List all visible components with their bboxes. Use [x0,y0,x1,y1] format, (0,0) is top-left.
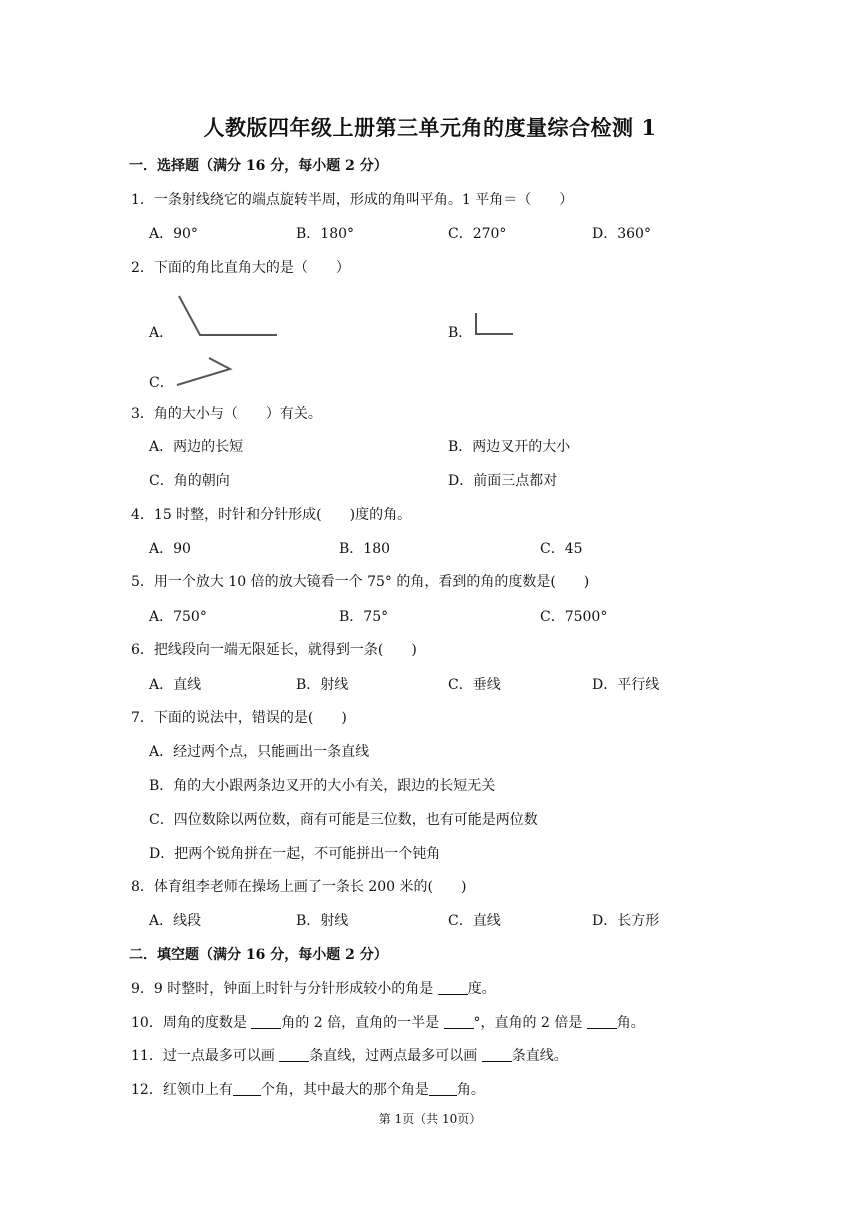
q4-option-b: B．180 [339,541,391,557]
q9-text-b: 度。 [467,981,496,997]
page-title: 人教版四年级上册第三单元角的度量综合检测 1 [203,115,657,140]
question-1: 1．一条射线绕它的端点旋转半周，形成的角叫平角。1 平角＝（ ） [131,192,574,208]
q6-option-d: D．平行线 [592,677,660,693]
q10-text-a: 10．周角的度数是 [131,1015,252,1031]
q3-option-c: C．角的朝向 [149,473,230,489]
question-7: 7．下面的说法中，错误的是( ) [131,710,347,726]
q11-text-a: 11．过一点最多可以画 [131,1048,280,1064]
q10-blank-3[interactable] [587,1014,617,1029]
q3-option-b: B．两边叉开的大小 [448,439,571,455]
q8-option-c: C．直线 [448,913,501,929]
q3-option-d: D．前面三点都对 [448,473,558,489]
q8-option-d: D．长方形 [592,913,660,929]
question-8: 8．体育组李老师在操场上画了一条长 200 米的( ) [131,879,467,895]
question-6: 6．把线段向一端无限延长，就得到一条( ) [131,642,417,658]
question-10 [131,1013,645,1033]
q2-angle-c-figure [175,356,233,388]
q5-option-a: A．750° [149,609,207,625]
q10-text-b: 角的 2 倍，直角的一半是 [281,1015,444,1031]
section-fill-heading: 二．填空题（满分 16 分，每小题 2 分） [129,947,388,963]
page-footer: 第 1页（共 10页） [378,1112,482,1126]
q1-option-b: B．180° [296,226,355,242]
q7-option-b: B．角的大小跟两条边叉开的大小有关，跟边的长短无关 [149,778,496,794]
q6-option-a: A．直线 [149,677,202,693]
question-2: 2．下面的角比直角大的是（ ） [131,260,350,276]
q4-option-a: A．90 [149,541,191,557]
q2-option-c: C． [149,375,174,391]
q11-text-b: 条直线，过两点最多可以画 [309,1048,482,1064]
q11-blank-1[interactable] [279,1047,309,1062]
question-5: 5．用一个放大 10 倍的放大镜看一个 75° 的角，看到的角的度数是( ) [131,574,590,590]
q8-option-a: A．线段 [149,913,202,929]
q1-option-d: D．360° [592,226,651,242]
question-11 [131,1046,568,1066]
q9-answer-blank[interactable] [438,980,468,995]
q12-blank-1[interactable] [233,1081,261,1096]
question-12 [131,1080,485,1100]
q1-option-a: A．90° [149,226,198,242]
section-choice-heading: 一．选择题（满分 16 分，每小题 2 分） [129,158,388,174]
q3-option-a: A．两边的长短 [149,439,244,455]
q5-option-b: B．75° [339,609,389,625]
q10-text-c: °，直角的 2 倍是 [473,1015,587,1031]
q7-option-a: A．经过两个点，只能画出一条直线 [149,744,370,760]
q12-text-a: 12．红领巾上有 [131,1082,233,1098]
q11-text-c: 条直线。 [511,1048,568,1064]
question-4: 4．15 时整，时针和分针形成( )度的角。 [131,507,412,523]
q7-option-d: D．把两个锐角拼在一起，不可能拼出一个钝角 [149,846,441,862]
q12-blank-2[interactable] [429,1081,457,1096]
q4-option-c: C．45 [540,541,583,557]
q6-option-c: C．垂线 [448,677,501,693]
q10-text-d: 角。 [616,1015,645,1031]
question-3: 3．角的大小与（ ）有关。 [131,406,322,422]
q10-blank-2[interactable] [444,1014,474,1029]
q2-angle-a-figure [176,295,280,337]
q7-option-c: C．四位数除以两位数，商有可能是三位数，也有可能是两位数 [149,812,538,828]
q11-blank-2[interactable] [482,1047,512,1062]
q2-option-b: B． [448,325,473,341]
q5-option-c: C．7500° [540,609,608,625]
q8-option-b: B．射线 [296,913,349,929]
q2-angle-b-figure [473,312,515,336]
q12-text-c: 角。 [456,1082,485,1098]
q10-blank-1[interactable] [251,1014,281,1029]
q9-text-a: 9．9 时整时，钟面上时针与分针形成较小的角是 [131,981,438,997]
question-9 [131,979,496,999]
q6-option-b: B．射线 [296,677,349,693]
q12-text-b: 个角，其中最大的那个角是 [260,1082,429,1098]
q2-option-a: A． [149,325,174,341]
q1-option-c: C．270° [448,226,507,242]
